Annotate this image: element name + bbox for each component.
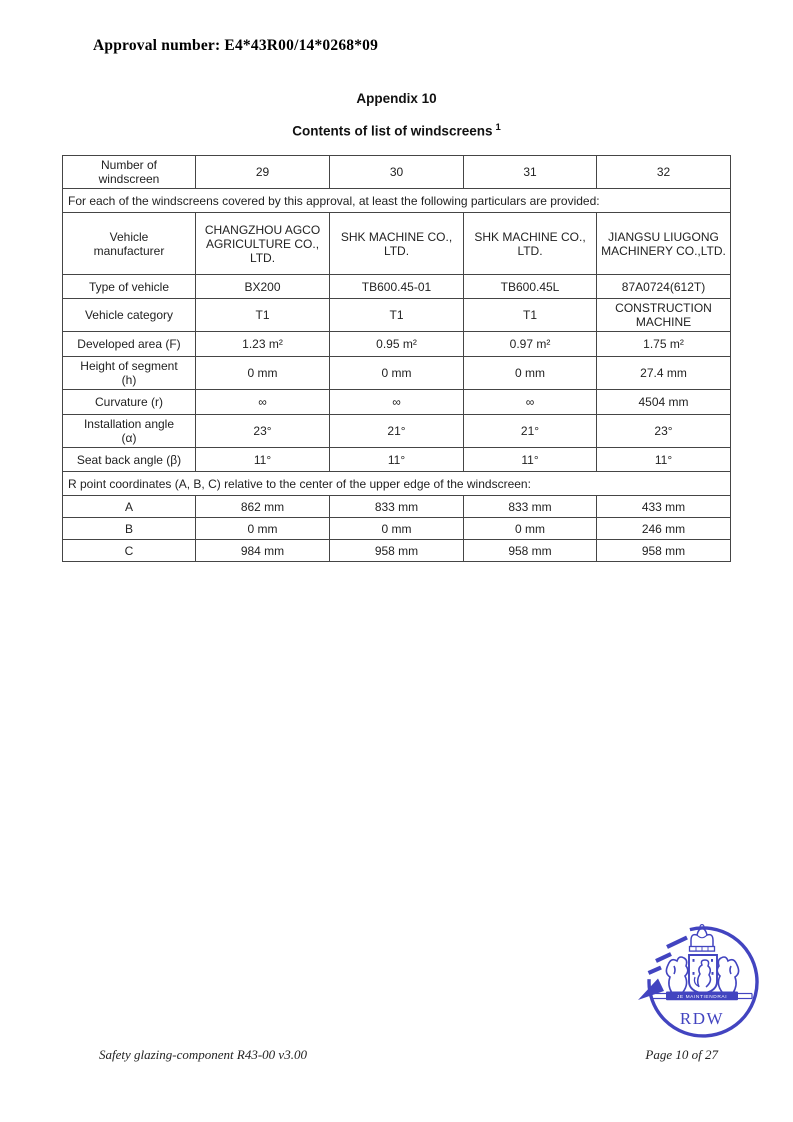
spec-value-cell: SHK MACHINE CO., LTD. [330,213,464,275]
spec-value-cell: CHANGZHOU AGCO AGRICULTURE CO., LTD. [196,213,330,275]
coord-value-cell: 984 mm [196,540,330,562]
coord-value-cell: 862 mm [196,496,330,518]
table-row-type-of-vehicle [63,275,731,299]
coord-value-cell: 958 mm [330,540,464,562]
supporter-lions-icon [666,957,738,994]
contents-superscript: 1 [495,122,501,133]
windscreen-number-cell: 31 [464,156,597,189]
row-label-header-cell: Number of windscreen [63,156,196,189]
coord-label-cell: A [63,496,196,518]
motto-text: JE MAINTIENDRAI [676,994,728,1000]
spec-value-cell: 0.97 m² [464,332,597,357]
footer-page-number: Page 10 of 27 [645,1047,718,1062]
table-row-coord-a [63,496,731,518]
table-row-coord-c [63,540,731,562]
spec-value-cell: ∞ [464,390,597,415]
spec-label-cell: Vehicle category [63,299,196,332]
coord-value-cell: 833 mm [464,496,597,518]
spec-value-cell: ∞ [196,390,330,415]
spec-value-cell: 1.75 m² [597,332,731,357]
spec-value-cell: T1 [464,299,597,332]
spec-label-cell: Installation angle (α) [63,415,196,448]
spec-value-cell: JIANGSU LIUGONG MACHINERY CO.,LTD. [597,213,731,275]
spec-value-cell: TB600.45-01 [330,275,464,299]
spec-value-cell: 4504 mm [597,390,731,415]
coord-value-cell: 958 mm [597,540,731,562]
table-row-height-of-segment [63,357,731,390]
spec-label-cell: Curvature (r) [63,390,196,415]
coord-label-cell: C [63,540,196,562]
rdw-text: RDW [679,1009,725,1028]
coord-value-cell: 0 mm [196,518,330,540]
stamp-speed-lines-icon [638,938,687,1001]
spec-value-cell: 21° [330,415,464,448]
coord-value-cell: 246 mm [597,518,731,540]
table-rpoint-note-row [63,472,731,496]
spec-value-cell: CONSTRUCTION MACHINE [597,299,731,332]
spec-value-cell: T1 [196,299,330,332]
footer-document-reference: Safety glazing-component R43-00 v3.00 [99,1047,307,1062]
spec-value-cell: 11° [464,448,597,472]
spec-value-cell: 0 mm [196,357,330,390]
contents-title-text: Contents of list of windscreens [292,123,493,139]
shield-lion-icon [698,960,711,987]
appendix-title: Appendix 10 [356,91,437,106]
spec-value-cell: 0 mm [330,357,464,390]
spec-value-cell: 27.4 mm [597,357,731,390]
table-header-row [63,156,731,189]
coord-value-cell: 833 mm [330,496,464,518]
table-row-coord-b [63,518,731,540]
table-note-row [63,189,731,213]
rdw-stamp [636,914,768,1046]
spec-value-cell: T1 [330,299,464,332]
rpoint-note-cell: R point coordinates (A, B, C) relative to the center of the upper edge of the windscreen: [63,472,731,496]
table-row-seat-back-angle [63,448,731,472]
spec-value-cell: 87A0724(612T) [597,275,731,299]
spec-value-cell: BX200 [196,275,330,299]
approval-number: Approval number: E4*43R00/14*0268*09 [93,37,379,54]
windscreen-number-cell: 30 [330,156,464,189]
spec-value-cell: 1.23 m² [196,332,330,357]
spec-value-cell: 11° [196,448,330,472]
contents-title [0,122,793,139]
table-row-vehicle-manufacturer [63,213,731,275]
spec-label-cell: Height of segment (h) [63,357,196,390]
spec-value-cell: 21° [464,415,597,448]
spec-value-cell: 23° [196,415,330,448]
coord-value-cell: 433 mm [597,496,731,518]
spec-label-cell: Vehicle manufacturer [63,213,196,275]
spec-value-cell: TB600.45L [464,275,597,299]
windscreen-number-cell: 29 [196,156,330,189]
spec-value-cell: SHK MACHINE CO., LTD. [464,213,597,275]
table-row-developed-area [63,332,731,357]
spec-value-cell: ∞ [330,390,464,415]
note-cell: For each of the windscreens covered by this approval, at least the following particulars are provided: [63,189,731,213]
table-row-installation-angle [63,415,731,448]
table-row-curvature [63,390,731,415]
coord-value-cell: 0 mm [330,518,464,540]
spec-label-cell: Developed area (F) [63,332,196,357]
motto-banner [652,992,752,1001]
coord-value-cell: 0 mm [464,518,597,540]
spec-value-cell: 11° [330,448,464,472]
spec-label-cell: Type of vehicle [63,275,196,299]
spec-value-cell: 11° [597,448,731,472]
windscreen-number-cell: 32 [597,156,731,189]
coord-value-cell: 958 mm [464,540,597,562]
spec-value-cell: 0 mm [464,357,597,390]
spec-label-cell: Seat back angle (β) [63,448,196,472]
shield-icon [689,955,717,994]
spec-value-cell: 23° [597,415,731,448]
table-row-vehicle-category [63,299,731,332]
spec-value-cell: 0.95 m² [330,332,464,357]
coord-label-cell: B [63,518,196,540]
windscreen-table [62,155,731,562]
